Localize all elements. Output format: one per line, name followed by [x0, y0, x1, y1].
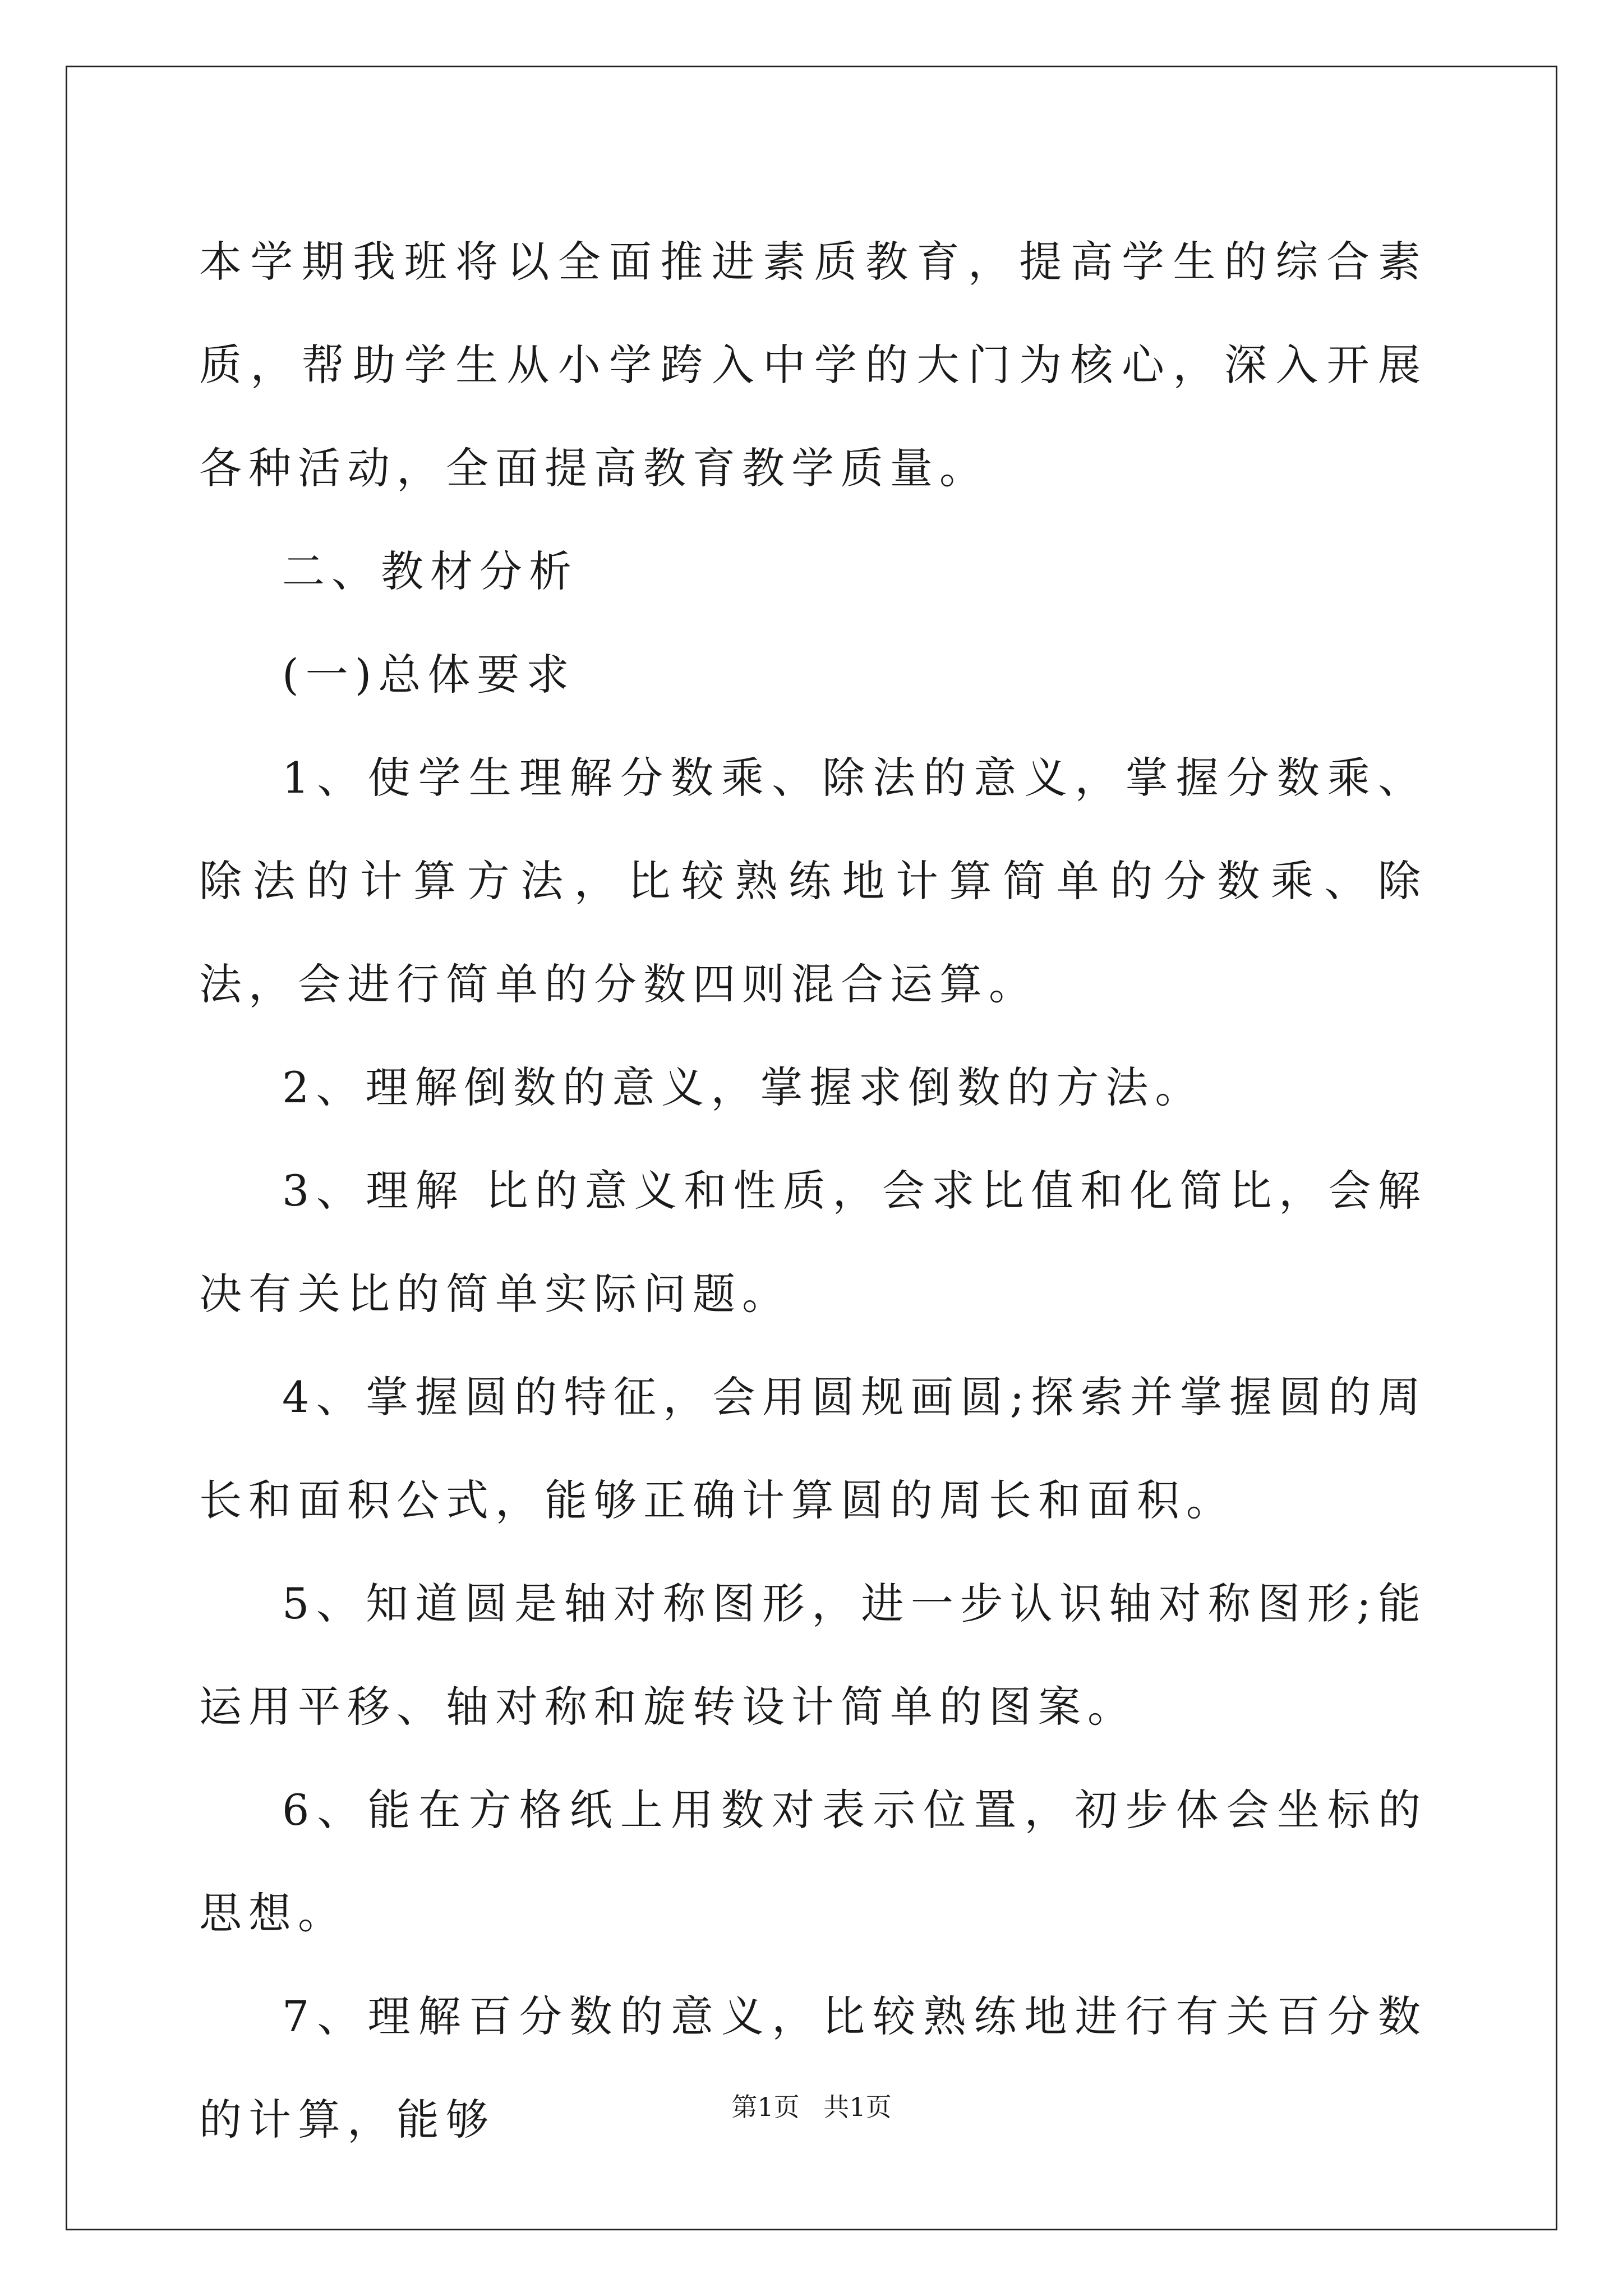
paragraph-intro: 本学期我班将以全面推进素质教育，提高学生的综合素质，帮助学生从小学跨入中学的大门为核心，深入开展各种活动，全面提高教育教学质量。 — [199, 237, 1427, 493]
page-footer — [0, 2087, 1623, 2124]
section-heading-textbook-analysis: 二、教材分析 — [282, 546, 578, 596]
list-item-4: 4、掌握圆的特征，会用圆规画圆;探索并掌握圆的周长和面积公式，能够正确计算圆的周长和面积。 — [199, 1372, 1427, 1525]
list-item-3: 3、理解 比的意义和性质，会求比值和化简比，会解决有关比的简单实际问题。 — [199, 1166, 1427, 1319]
list-item-6: 6、能在方格纸上用数对表示位置，初步体会坐标的思想。 — [199, 1785, 1427, 1938]
subsection-heading-overall-requirements: (一)总体要求 — [282, 650, 576, 700]
list-item-1: 1、使学生理解分数乘、除法的意义，掌握分数乘、除法的计算方法，比较熟练地计算简单的分数乘、除法，会进行简单的分数四则混合运算。 — [199, 753, 1427, 1009]
page-total: 共1页 — [823, 2092, 892, 2122]
list-item-2: 2、理解倒数的意义，掌握求倒数的方法。 — [282, 1062, 1205, 1112]
page-number: 第1页 — [731, 2092, 800, 2122]
list-item-5: 5、知道圆是轴对称图形，进一步认识轴对称图形;能运用平移、轴对称和旋转设计简单的图案。 — [199, 1579, 1427, 1732]
document-body — [199, 210, 1427, 2171]
list-item-7: 7、理解百分数的意义，比较熟练地进行有关百分数的计算，能够 — [199, 1991, 1427, 2145]
